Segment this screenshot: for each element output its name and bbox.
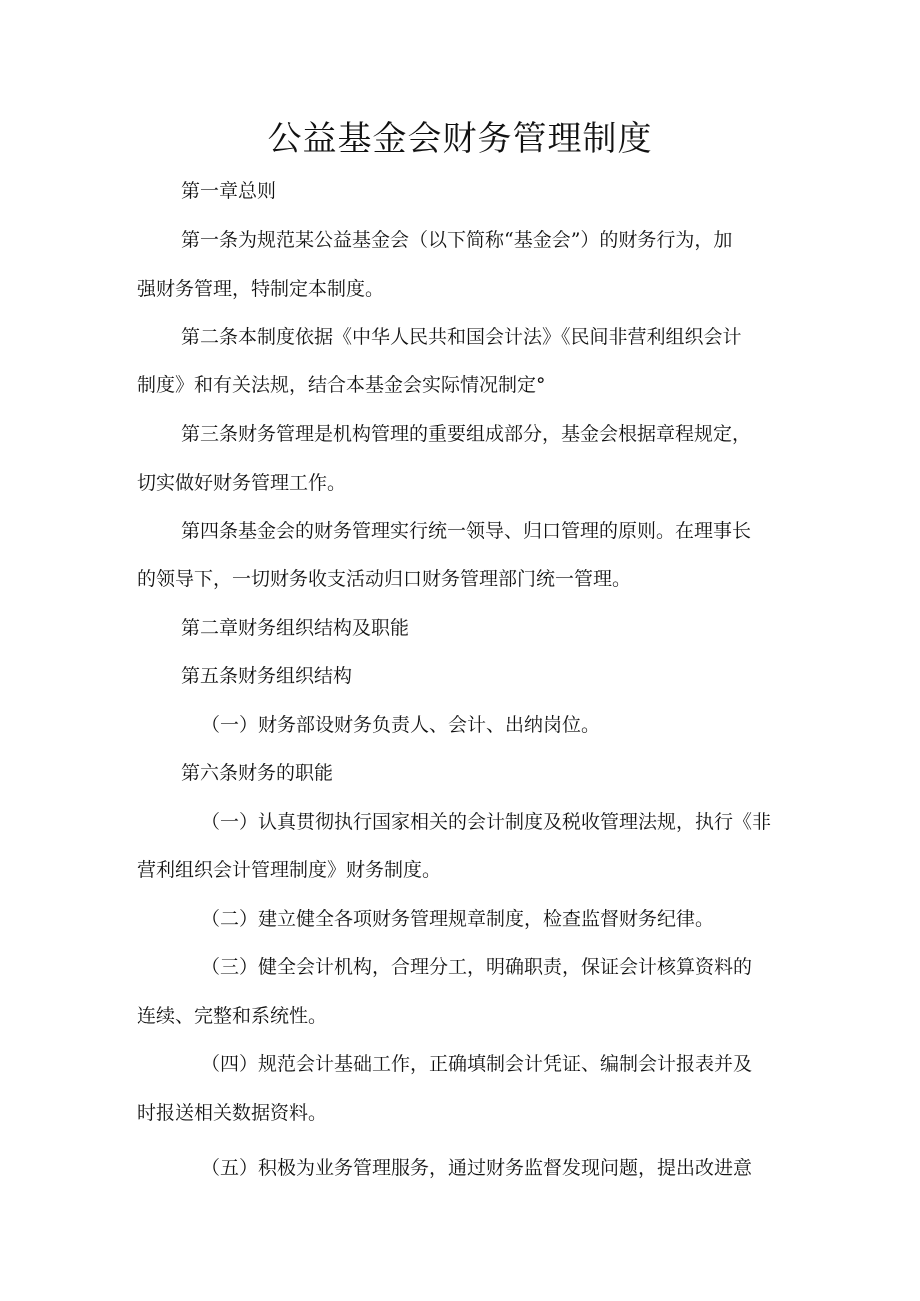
paragraph-line: 第一条为规范某公益基金会（以下简称“基金会”）的财务行为，加: [181, 229, 733, 251]
article-heading: 第六条财务的职能: [181, 762, 334, 784]
paragraph-line: 连续、完整和系统性。: [137, 1005, 328, 1027]
paragraph-line: 第三条财务管理是机构管理的重要组成部分，基金会根据章程规定，: [181, 423, 752, 445]
list-item-line: （二）建立健全各项财务管理规章制度，检查监督财务纪律。: [201, 908, 715, 930]
list-item-line: （五）积极为业务管理服务，通过财务监督发现问题，提出改进意: [201, 1157, 753, 1179]
list-item-line: （四）规范会计基础工作，正确填制会计凭证、编制会计报表并及: [201, 1053, 753, 1075]
document-title: 公益基金会财务管理制度: [267, 119, 653, 159]
list-item-line: （一）财务部设财务负责人、会计、出纳岗位。: [201, 714, 601, 736]
chapter-heading: 第二章财务组织结构及职能: [181, 617, 410, 639]
paragraph-line: 强财务管理，特制定本制度。: [137, 278, 385, 300]
list-item-line: （三）健全会计机构，合理分工，明确职责，保证会计核算资料的: [201, 956, 753, 978]
paragraph-line: 第四条基金会的财务管理实行统一领导、归口管理的原则。在理事长: [181, 520, 752, 542]
paragraph-line: 时报送相关数据资料。: [137, 1102, 328, 1124]
chapter-heading: 第一章总则: [181, 180, 277, 202]
list-item-line: （一）认真贯彻执行国家相关的会计制度及税收管理法规，执行《非: [201, 811, 772, 833]
paragraph-line: 切实做好财务管理工作。: [137, 472, 347, 494]
article-heading: 第五条财务组织结构: [181, 665, 353, 687]
paragraph-line: 的领导下，一切财务收支活动归口财务管理部门统一管理。: [137, 568, 632, 590]
paragraph-line: 营利组织会计管理制度》财务制度。: [137, 859, 442, 881]
paragraph-line: 第二条本制度依据《中华人民共和国会计法》《民间非营利组织会计: [181, 326, 742, 348]
paragraph-line: 制度》和有关法规，结合本基金会实际情况制定°: [137, 374, 546, 396]
